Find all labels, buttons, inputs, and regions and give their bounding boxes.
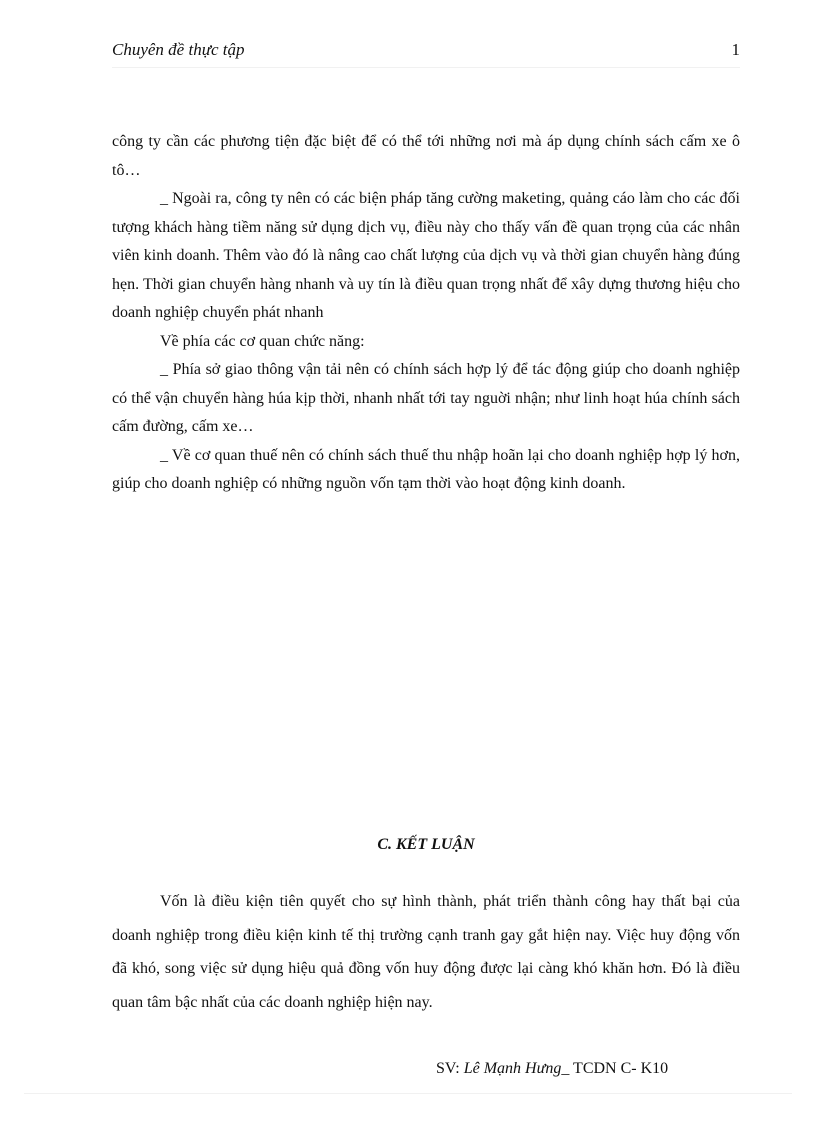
- body-text: [112, 128, 740, 499]
- page-footer: [436, 1060, 668, 1078]
- header-divider: [112, 67, 740, 68]
- page-header: [112, 40, 740, 66]
- page-number: 1: [731, 40, 740, 59]
- footer-prefix: SV:: [436, 1060, 460, 1077]
- footer-suffix: _ TCDN C- K10: [561, 1060, 669, 1077]
- conclusion-text: [112, 885, 740, 1019]
- footer-divider: [24, 1093, 792, 1094]
- conclusion-paragraph: Vốn là điều kiện tiên quyết cho sự hình thành, phát triển thành công hay thất bại của doanh nghiệp trong điều kiện kinh tế thị trường cạnh tranh gay gắt hiện nay. Việc huy động vốn đã khó, song việc sử dụng hiệu quả đồng vốn huy động được lại càng khó khăn hơn. Đó là điều quan tâm bậc nhất của các doanh nghiệp hiện nay.: [112, 893, 740, 1011]
- body-paragraph: _ Phía sở giao thông vận tải nên có chính sách hợp lý để tác động giúp cho doanh nghiệp có thể vận chuyển hàng húa kịp thời, nhanh nhất tới tay nguời nhận; như linh hoạt húa chính sách cấm đường, cấm xe…: [112, 361, 740, 435]
- body-paragraph: _ Ngoài ra, công ty nên có các biện pháp tăng cường maketing, quảng cáo làm cho các đối tượng khách hàng tiềm năng sử dụng dịch vụ, điều này cho thấy vấn đề quan trọng của các nhân viên kinh doanh. Thêm vào đó là nâng cao chất lượng của dịch vụ và thời gian chuyển hàng đúng hẹn. Thời gian chuyển hàng nhanh và uy tín là điều quan trọng nhất để xây dựng thương hiệu cho doanh nghiệp chuyển phát nhanh: [112, 190, 740, 321]
- body-paragraph: Về phía các cơ quan chức năng:: [160, 332, 365, 350]
- header-title: Chuyên đề thực tập: [112, 40, 245, 59]
- body-paragraph: _ Về cơ quan thuế nên có chính sách thuế thu nhập hoãn lại cho doanh nghiệp hợp lý hơn, giúp cho doanh nghiệp có những nguồn vốn tạm thời vào hoạt động kinh doanh.: [112, 446, 740, 492]
- conclusion-heading: C. KẾT LUẬN: [377, 836, 475, 853]
- body-paragraph: công ty cần các phương tiện đặc biệt để có thể tới những nơi mà áp dụng chính sách cấm xe ô tô…: [112, 133, 740, 179]
- footer-student-name: Lê Mạnh Hưng: [463, 1060, 562, 1077]
